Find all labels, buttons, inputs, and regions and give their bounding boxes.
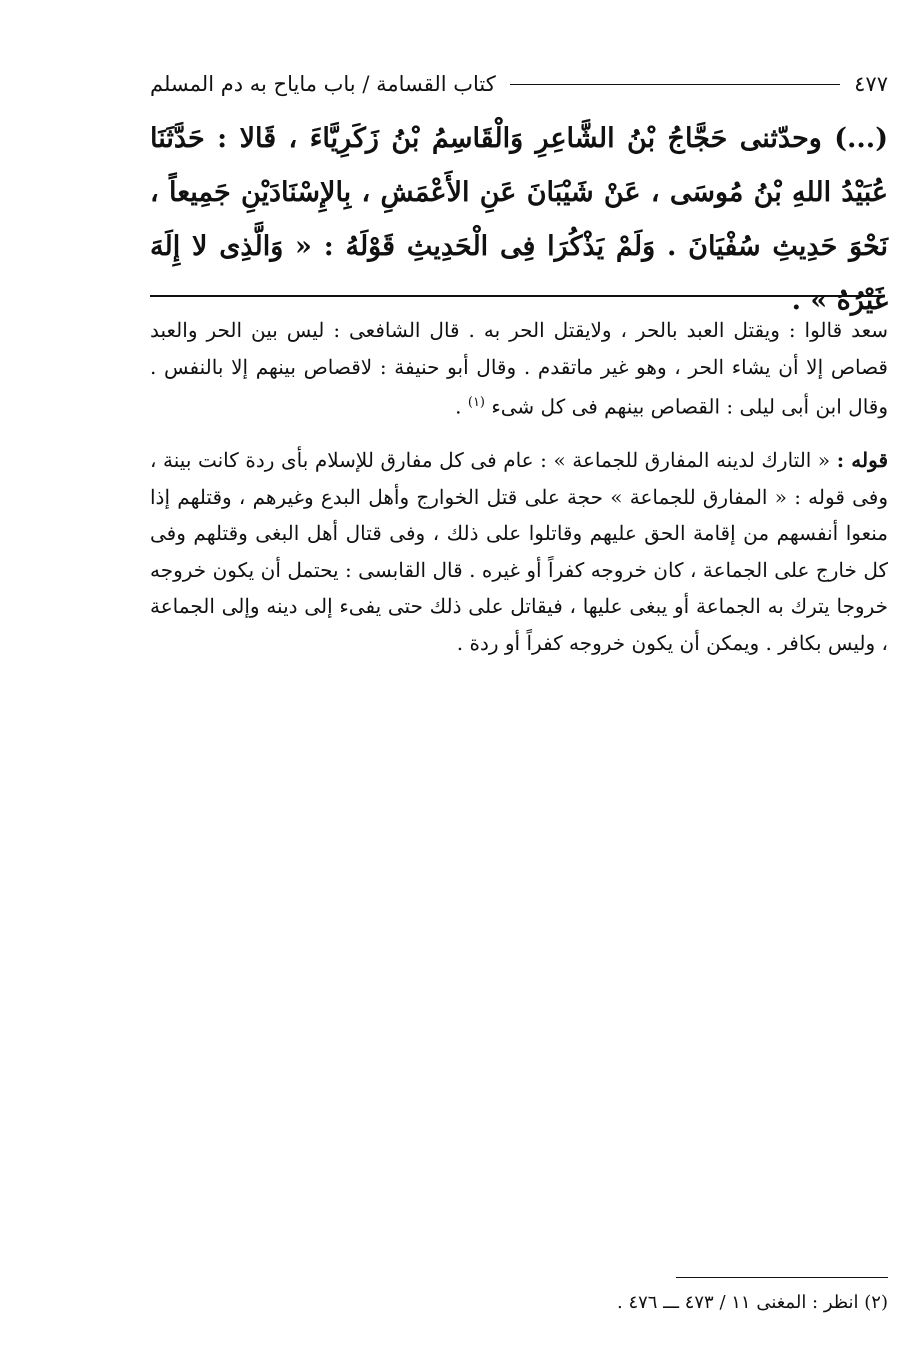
running-header [150, 64, 888, 104]
commentary-lead: قوله : [836, 448, 888, 472]
commentary-text-2: « التارك لدينه المفارق للجماعة » : عام فى كل مفارق للإسلام بأى ردة كانت بينة ، وفى قوله : « المفارق للجماعة » حجة على قتل الخوارج وأهل البدع وغيرهم ، وقتلهم إذا منعوا أنفسهم من إقامة الحق عليهم وقاتلوا على ذلك ، وفى قتال أهل البغى وقتلهم وفى كل خارج على الجماعة ، كان خروجه كفراً أو غيره . قال القابسى : يحتمل أن يكون خروجه خروجا يترك به الجماعة أو يبغى عليها ، فيقاتل على ذلك حتى يفىء إلى دينه وإلى الجماعة ، وليس بكافر . ويمكن أن يكون خروجه كفراً أو ردة . [150, 448, 888, 655]
header-rule [510, 84, 840, 85]
commentary-end-1: . [455, 394, 468, 419]
commentary-paragraph-2 [150, 442, 888, 662]
footnote-rule [676, 1277, 888, 1278]
footnote: (٢) انظر : المغنى ١١ / ٤٧٣ ـــ ٤٧٦ . [616, 1292, 888, 1313]
commentary-text-1: سعد قالوا : ويقتل العبد بالحر ، ولايقتل الحر به . قال الشافعى : ليس بين الحر والعبد قصاص إلا أن يشاء الحر ، وهو غير ماتقدم . وقال أبو حنيفة : لاقصاص بينهم إلا بالنفس . وقال ابن أبى ليلى : القصاص بينهم فى كل شىء [150, 318, 888, 419]
chapter-title: كتاب القسامة / باب ماياح به دم المسلم [150, 72, 496, 96]
footnote-reference: (١) [467, 395, 485, 411]
section-divider [150, 295, 885, 297]
hadith-text: (...) وحدّثنى حَجَّاجُ بْنُ الشَّاعِرِ وَالْقَاسِمُ بْنُ زَكَرِيَّاءَ ، قَالا : حَدَّثَنَا عُبَيْدُ اللهِ بْنُ مُوسَى ، عَنْ شَيْبَانَ عَنِ الأَعْمَشِ ، بِالإِسْنَادَيْنِ جَمِيعاً ، نَحْوَ حَدِيثِ سُفْيَانَ . وَلَمْ يَذْكُرَا فِى الْحَدِيثِ قَوْلَهُ : « وَالَّذِى لا إِلَهَ غَيْرُهُ » . [150, 123, 888, 316]
commentary-paragraph-1 [150, 312, 888, 425]
page-number: ٤٧٧ [854, 72, 888, 96]
